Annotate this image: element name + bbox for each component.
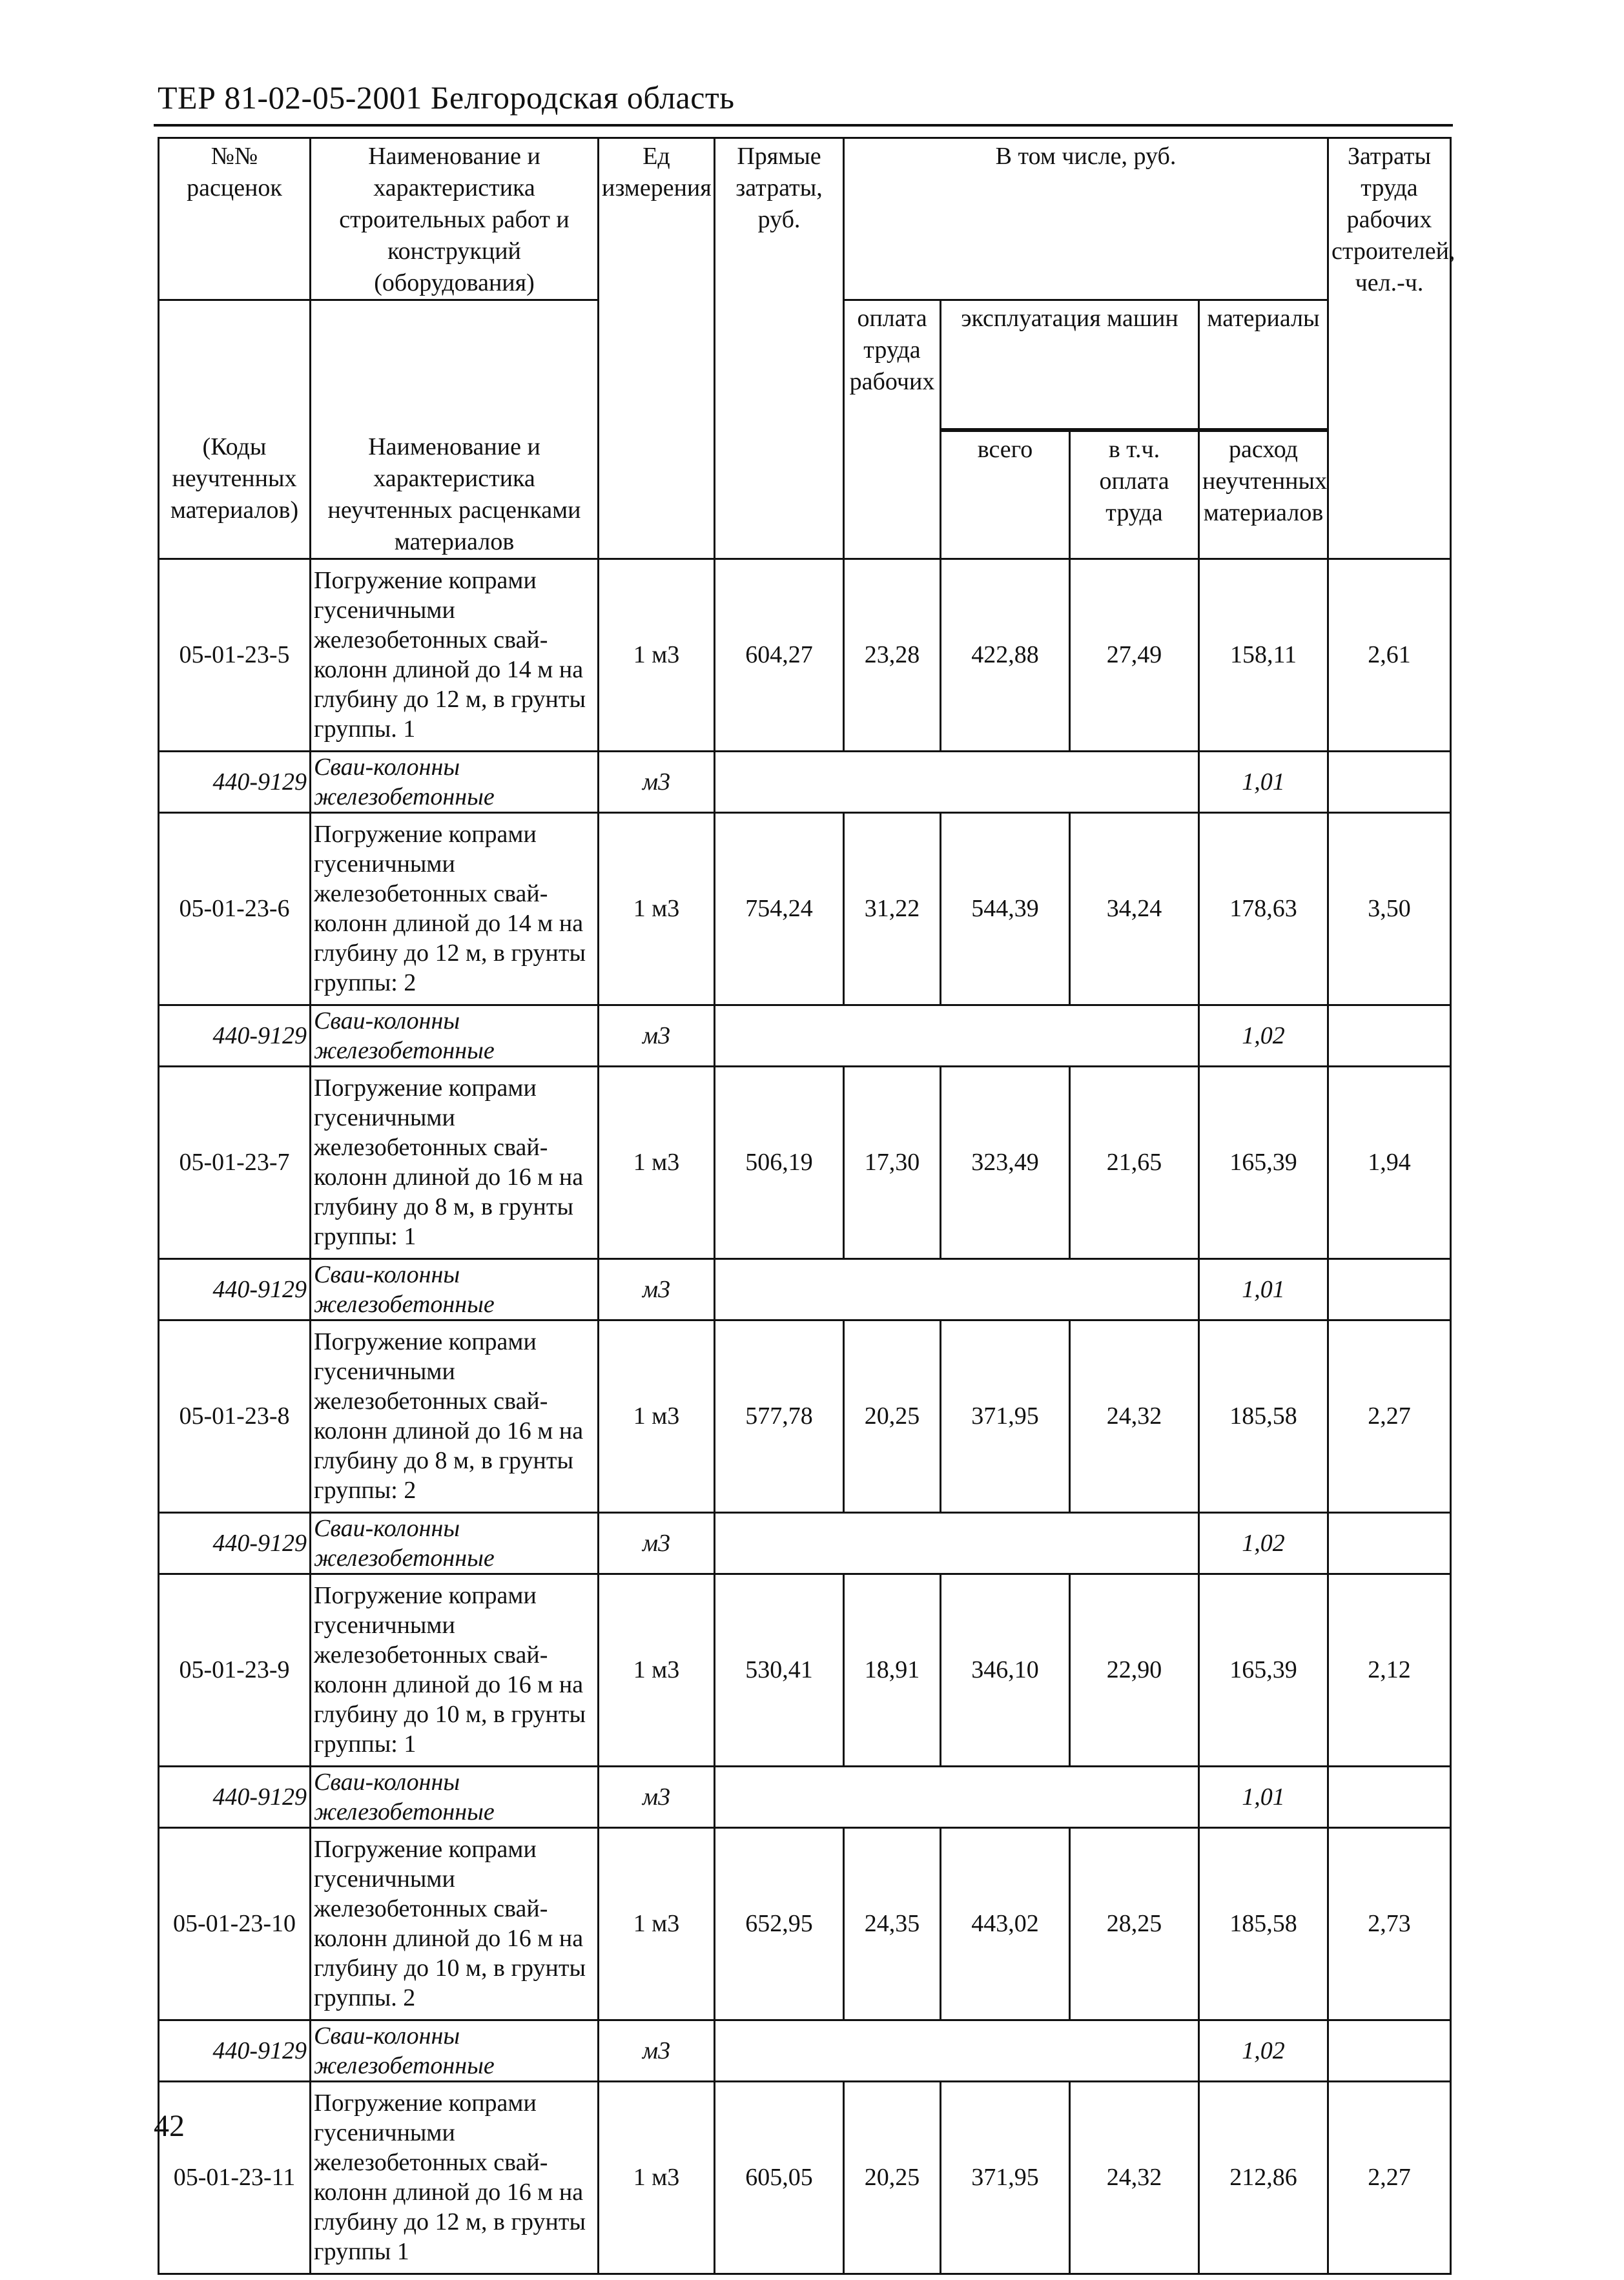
- material-code: 440-9129: [159, 1005, 311, 1066]
- rate-name: Погружение копрами гусеничными железобетонных свай-колонн длиной до 14 м на глубину до 12 м, в грунты группы. 1: [311, 559, 599, 751]
- machines-labor: 24,32: [1070, 1320, 1199, 1512]
- table-row: [159, 812, 1451, 1005]
- price-table: [158, 137, 1455, 2275]
- materials-cost: 165,39: [1199, 1066, 1328, 1258]
- labor-pay: 18,91: [844, 1574, 941, 1766]
- material-unit: м3: [599, 1258, 715, 1320]
- materials-cost: 212,86: [1199, 2081, 1328, 2274]
- header-labor-pay: оплата труда рабочих: [844, 300, 941, 559]
- direct-costs: 652,95: [715, 1827, 844, 2020]
- labor-cost: 2,27: [1328, 2081, 1451, 2274]
- header-name: Наименование и характеристика строительных работ и конструкций (оборудования): [311, 138, 599, 300]
- materials-cost: 185,58: [1199, 1827, 1328, 2020]
- material-name: Сваи-колонны железобетонные: [311, 1258, 599, 1320]
- rate-code: 05-01-23-11: [159, 2081, 311, 2274]
- labor-pay: 24,35: [844, 1827, 941, 2020]
- labor-pay: 20,25: [844, 2081, 941, 2274]
- rate-name: Погружение копрами гусеничными железобетонных свай-колонн длиной до 14 м на глубину до 12 м, в грунты группы: 2: [311, 812, 599, 1005]
- header-name-spacer: [311, 300, 599, 429]
- table-row: [159, 2081, 1451, 2274]
- material-labor-blank: [1328, 1258, 1451, 1320]
- labor-cost: 2,61: [1328, 559, 1451, 751]
- machines-labor: 34,24: [1070, 812, 1199, 1005]
- machines-labor: 22,90: [1070, 1574, 1199, 1766]
- rate-unit: 1 м3: [599, 812, 715, 1005]
- document-title: ТЕР 81-02-05-2001 Белгородская область: [158, 79, 735, 116]
- machines-labor: 28,25: [1070, 1827, 1199, 2020]
- material-row: [159, 1512, 1451, 1574]
- table-row: [159, 1320, 1451, 1512]
- machines-total: 422,88: [941, 559, 1070, 751]
- labor-pay: 23,28: [844, 559, 941, 751]
- material-code: 440-9129: [159, 751, 311, 812]
- rate-name: Погружение копрами гусеничными железобетонных свай-колонн длиной до 16 м на глубину до 12 м, в грунты группы 1: [311, 2081, 599, 2274]
- rate-name: Погружение копрами гусеничными железобетонных свай-колонн длиной до 16 м на глубину до 10 м, в грунты группы: 1: [311, 1574, 599, 1766]
- material-blank-cell: [715, 1258, 1199, 1320]
- machines-total: 371,95: [941, 2081, 1070, 2274]
- material-code: 440-9129: [159, 2020, 311, 2081]
- labor-cost: 1,94: [1328, 1066, 1451, 1258]
- material-blank-cell: [715, 1005, 1199, 1066]
- rate-unit: 1 м3: [599, 2081, 715, 2274]
- machines-total: 371,95: [941, 1320, 1070, 1512]
- page-header: [154, 75, 1453, 127]
- page-number: 42: [154, 2109, 185, 2143]
- rate-unit: 1 м3: [599, 1066, 715, 1258]
- material-unit: м3: [599, 1766, 715, 1827]
- material-unit: м3: [599, 751, 715, 812]
- rate-code: 05-01-23-6: [159, 812, 311, 1005]
- rate-name: Погружение копрами гусеничными железобетонных свай-колонн длиной до 16 м на глубину до 8 м, в грунты группы: 2: [311, 1320, 599, 1512]
- material-unit: м3: [599, 1005, 715, 1066]
- direct-costs: 530,41: [715, 1574, 844, 1766]
- header-code-spacer: [159, 300, 311, 429]
- header-including: В том числе, руб.: [844, 138, 1328, 300]
- machines-total: 443,02: [941, 1827, 1070, 2020]
- rate-unit: 1 м3: [599, 559, 715, 751]
- material-usage: 1,01: [1199, 1766, 1328, 1827]
- material-labor-blank: [1328, 1005, 1451, 1066]
- labor-pay: 31,22: [844, 812, 941, 1005]
- material-row: [159, 2020, 1451, 2081]
- labor-cost: 2,12: [1328, 1574, 1451, 1766]
- header-material-code: (Коды неучтенных материалов): [159, 429, 311, 559]
- material-name: Сваи-колонны железобетонные: [311, 1512, 599, 1574]
- rate-code: 05-01-23-10: [159, 1827, 311, 2020]
- table-row: [159, 1827, 1451, 2020]
- material-row: [159, 1766, 1451, 1827]
- material-usage: 1,02: [1199, 2020, 1328, 2081]
- header-machines-labor: в т.ч. оплата труда: [1070, 431, 1199, 559]
- header-machines: эксплуатация машин: [941, 300, 1199, 429]
- machines-total: 346,10: [941, 1574, 1070, 1766]
- rate-unit: 1 м3: [599, 1574, 715, 1766]
- direct-costs: 605,05: [715, 2081, 844, 2274]
- table-row: [159, 1574, 1451, 1766]
- header-material-name: Наименование и характеристика неучтенных расценками материалов: [311, 429, 599, 559]
- rate-unit: 1 м3: [599, 1320, 715, 1512]
- rate-name: Погружение копрами гусеничными железобетонных свай-колонн длиной до 16 м на глубину до 10 м, в грунты группы. 2: [311, 1827, 599, 2020]
- material-blank-cell: [715, 1512, 1199, 1574]
- material-unit: м3: [599, 1512, 715, 1574]
- material-usage: 1,01: [1199, 751, 1328, 812]
- labor-cost: 2,73: [1328, 1827, 1451, 2020]
- header-direct-costs: Прямые затраты, руб.: [715, 138, 844, 559]
- rate-code: 05-01-23-7: [159, 1066, 311, 1258]
- header-materials-usage: расход неучтенных материалов: [1199, 431, 1328, 559]
- material-blank-cell: [715, 2020, 1199, 2081]
- labor-pay: 17,30: [844, 1066, 941, 1258]
- material-row: [159, 1258, 1451, 1320]
- materials-cost: 185,58: [1199, 1320, 1328, 1512]
- materials-cost: 158,11: [1199, 559, 1328, 751]
- direct-costs: 754,24: [715, 812, 844, 1005]
- material-name: Сваи-колонны железобетонные: [311, 751, 599, 812]
- material-unit: м3: [599, 2020, 715, 2081]
- materials-cost: 178,63: [1199, 812, 1328, 1005]
- direct-costs: 506,19: [715, 1066, 844, 1258]
- material-name: Сваи-колонны железобетонные: [311, 1005, 599, 1066]
- labor-pay: 20,25: [844, 1320, 941, 1512]
- header-machines-total: всего: [941, 431, 1070, 559]
- machines-labor: 21,65: [1070, 1066, 1199, 1258]
- direct-costs: 604,27: [715, 559, 844, 751]
- material-code: 440-9129: [159, 1258, 311, 1320]
- rate-unit: 1 м3: [599, 1827, 715, 2020]
- table-row: [159, 1066, 1451, 1258]
- labor-cost: 2,27: [1328, 1320, 1451, 1512]
- material-row: [159, 751, 1451, 812]
- machines-total: 323,49: [941, 1066, 1070, 1258]
- machines-labor: 24,32: [1070, 2081, 1199, 2274]
- material-name: Сваи-колонны железобетонные: [311, 2020, 599, 2081]
- material-code: 440-9129: [159, 1766, 311, 1827]
- table-row: [159, 559, 1451, 751]
- direct-costs: 577,78: [715, 1320, 844, 1512]
- header-materials: материалы: [1199, 300, 1328, 429]
- rate-code: 05-01-23-8: [159, 1320, 311, 1512]
- material-code: 440-9129: [159, 1512, 311, 1574]
- rate-code: 05-01-23-5: [159, 559, 311, 751]
- material-blank-cell: [715, 1766, 1199, 1827]
- header-rule: [154, 124, 1453, 127]
- header-unit: Ед измерения: [599, 138, 715, 559]
- rate-code: 05-01-23-9: [159, 1574, 311, 1766]
- machines-labor: 27,49: [1070, 559, 1199, 751]
- labor-cost: 3,50: [1328, 812, 1451, 1005]
- material-labor-blank: [1328, 1766, 1451, 1827]
- material-row: [159, 1005, 1451, 1066]
- material-usage: 1,02: [1199, 1512, 1328, 1574]
- material-usage: 1,02: [1199, 1005, 1328, 1066]
- material-name: Сваи-колонны железобетонные: [311, 1766, 599, 1827]
- rate-name: Погружение копрами гусеничными железобетонных свай-колонн длиной до 16 м на глубину до 8 м, в грунты группы: 1: [311, 1066, 599, 1258]
- material-labor-blank: [1328, 751, 1451, 812]
- material-labor-blank: [1328, 2020, 1451, 2081]
- materials-cost: 165,39: [1199, 1574, 1328, 1766]
- material-blank-cell: [715, 751, 1199, 812]
- material-labor-blank: [1328, 1512, 1451, 1574]
- price-table-body: [159, 138, 1455, 2274]
- header-code: №№ расценок: [159, 138, 311, 300]
- header-labor-cost: Затраты труда рабочих строителей, чел.-ч.: [1328, 138, 1451, 559]
- material-usage: 1,01: [1199, 1258, 1328, 1320]
- machines-total: 544,39: [941, 812, 1070, 1005]
